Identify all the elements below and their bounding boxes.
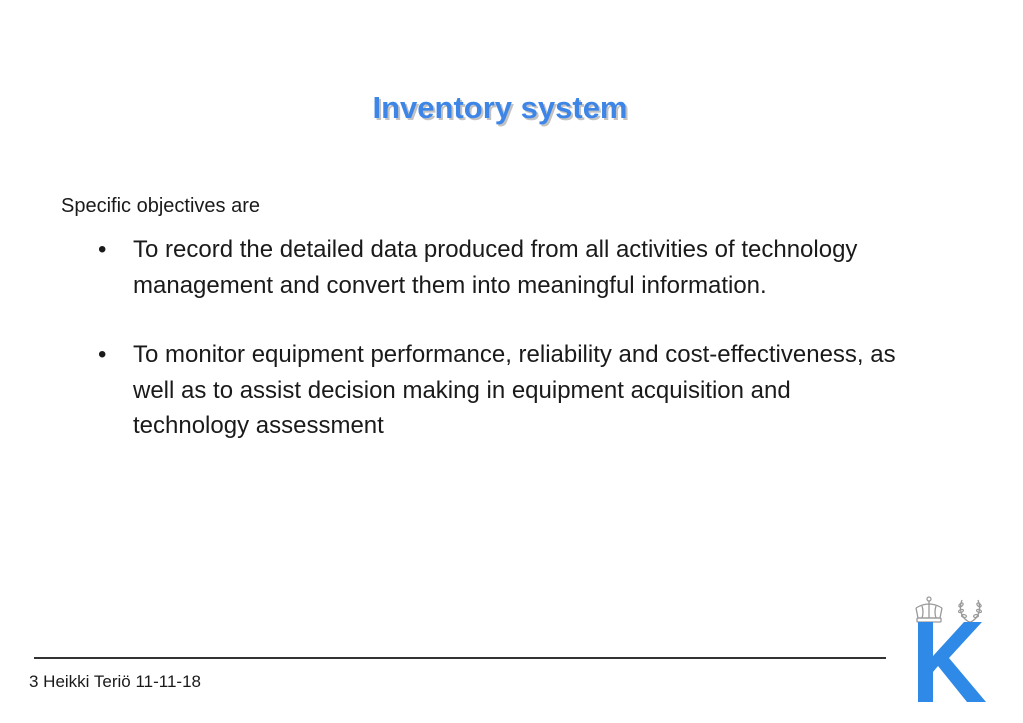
- bullet-marker: •: [98, 236, 107, 263]
- list-item: [98, 337, 898, 444]
- bullet-text: To monitor equipment performance, reliability and cost-effectiveness, as well as to assist decision making in equipment acquisition and technology assessment: [133, 341, 896, 439]
- kth-logo: [912, 596, 992, 706]
- slide-title: Inventory system: [372, 90, 628, 125]
- footer-text: 3 Heikki Teriö 11-11-18: [29, 672, 201, 691]
- list-item: [98, 232, 898, 303]
- bullet-text: To record the detailed data produced from all activities of technology management and convert them into meaningful information.: [133, 236, 858, 299]
- intro-text: Specific objectives are: [61, 195, 260, 217]
- footer-divider: [34, 657, 886, 659]
- k-logo-letter: [916, 622, 986, 702]
- objectives-list: [98, 232, 898, 478]
- bullet-marker: •: [98, 341, 107, 368]
